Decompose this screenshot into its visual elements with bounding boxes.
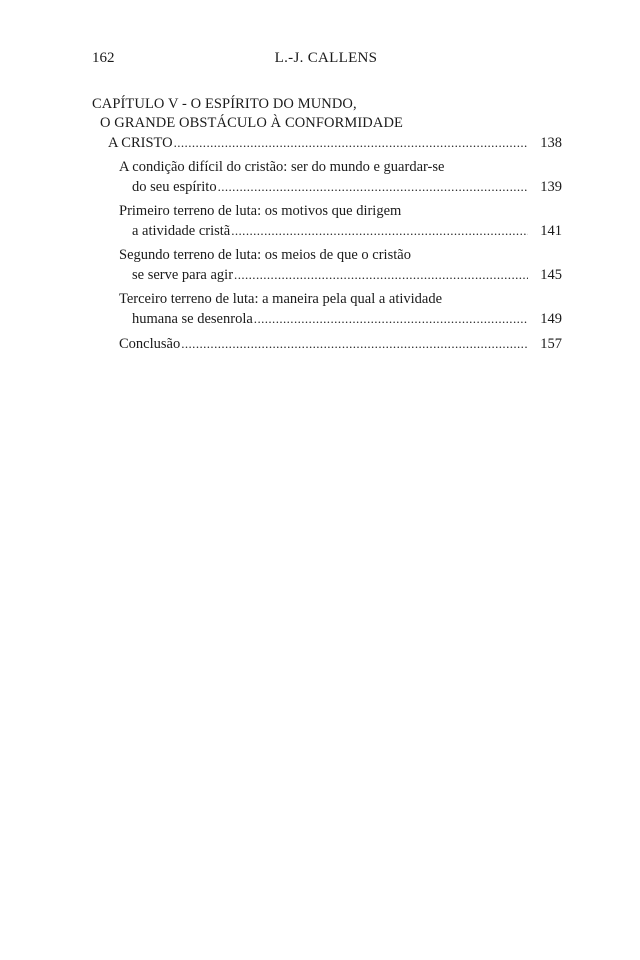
toc-entry-page-ref: 139 — [540, 179, 562, 195]
toc-entry-text: a atividade cristã — [132, 223, 231, 239]
dot-leader — [231, 221, 528, 240]
dot-leader — [181, 334, 528, 353]
toc-entry-line-1 — [119, 334, 562, 354]
toc-entry-line-1: A condição difícil do cristão: ser do mundo e guardar-se — [119, 159, 445, 175]
chapter-title-line-3 — [92, 133, 562, 153]
toc-entry — [92, 290, 562, 329]
chapter-title-line-1: CAPÍTULO V - O ESPÍRITO DO MUNDO, — [92, 96, 357, 112]
toc-entry — [92, 158, 562, 197]
toc-entry-line-2 — [119, 221, 562, 241]
toc-entry — [92, 246, 562, 285]
toc-entry — [92, 334, 562, 354]
toc-entry-line-1: Terceiro terreno de luta: a maneira pela qual a atividade — [119, 291, 443, 307]
toc-chapter — [92, 95, 562, 153]
toc-entry-page-ref: 149 — [540, 311, 562, 327]
chapter-page-ref: 138 — [540, 135, 562, 151]
toc-entry-line-1: Segundo terreno de luta: os meios de que o cristão — [119, 247, 411, 263]
chapter-title-text: A CRISTO — [108, 135, 173, 151]
dot-leader — [174, 133, 528, 152]
dot-leader — [254, 309, 528, 328]
toc-entry-line-2 — [119, 177, 562, 197]
toc-entry-text: Conclusão — [119, 336, 181, 352]
toc-entry-page-ref: 145 — [540, 267, 562, 283]
toc-entry-page-ref: 141 — [540, 223, 562, 239]
toc-entry-text: humana se desenrola — [132, 311, 253, 327]
toc-entry-line-2 — [119, 265, 562, 285]
dot-leader — [234, 265, 528, 284]
toc-entry-page-ref: 157 — [540, 336, 562, 352]
toc-entry — [92, 202, 562, 241]
toc-entry-text: do seu espírito — [132, 179, 217, 195]
toc-entry-line-2 — [119, 309, 562, 329]
toc-entry-text: se serve para agir — [132, 267, 234, 283]
toc-entry-line-1: Primeiro terreno de luta: os motivos que dirigem — [119, 203, 402, 219]
dot-leader — [218, 177, 528, 196]
running-head — [92, 50, 560, 72]
running-title: L.-J. CALLENS — [274, 50, 378, 66]
chapter-title-line-2: O GRANDE OBSTÁCULO À CONFORMIDADE — [100, 115, 403, 131]
table-of-contents — [92, 95, 562, 354]
page-number: 162 — [92, 50, 115, 66]
